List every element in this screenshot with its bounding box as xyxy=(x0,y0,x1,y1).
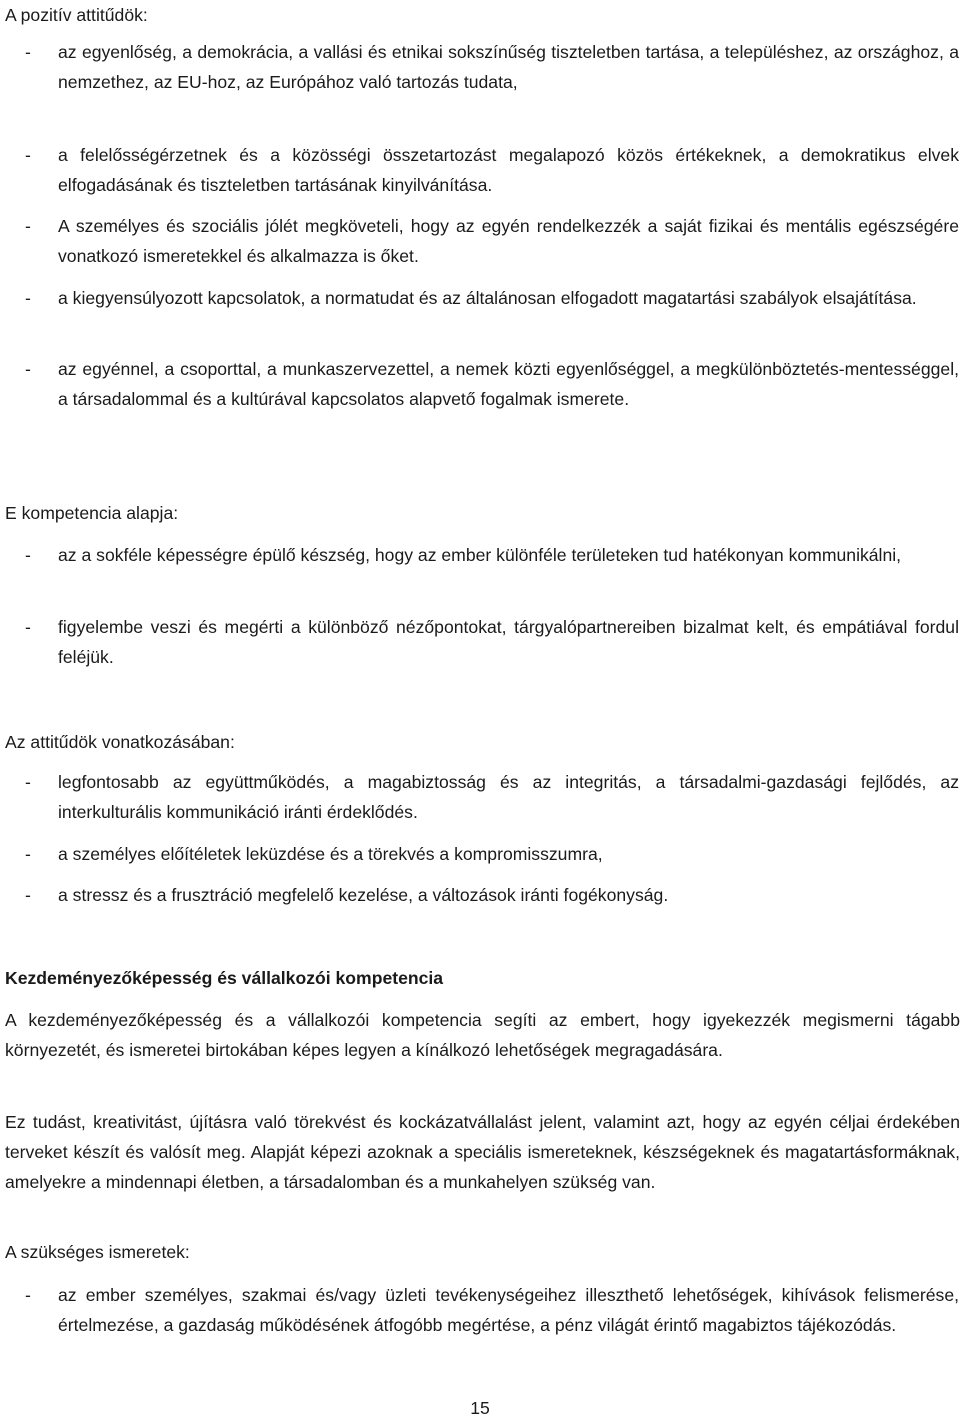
list-item: - figyelembe veszi és megérti a különböző nézőpontokat, tárgyalópartnereiben bizalmat kelt, és empátiával fordul feléjük. xyxy=(29,612,959,672)
section-title-entrepreneurship: Kezdeményezőképesség és vállalkozói kompetencia xyxy=(5,968,444,988)
paragraph: A kezdeményezőképesség és a vállalkozói kompetencia segíti az embert, hogy igyekezzék megismerni tágabb környezetét, és ismeretei birtokában képes legyen a kínálkozó lehetőségek megragadására. xyxy=(5,1010,960,1060)
list-item: - az ember személyes, szakmai és/vagy üzleti tevékenységeihez illeszthető lehetőségek, kihívások felismerése, értelmezése, a gazdaság működésének átfogóbb megértése, a pénz világát érintő magabiztos tájékozódás. xyxy=(29,1280,959,1340)
page-number: 15 xyxy=(470,1398,490,1418)
list-item: - a személyes előítéletek leküzdése és a törekvés a kompromisszumra, xyxy=(29,839,959,869)
list-item: - az egyénnel, a csoporttal, a munkaszervezettel, a nemek közti egyenlőséggel, a megkülönböztetés-mentességgel, a társadalommal és a kultúrával kapcsolatos alapvető fogalmak ismerete. xyxy=(29,354,959,414)
list-item: - A személyes és szociális jólét megköveteli, hogy az egyén rendelkezzék a saját fizikai és mentális egészségére vonatkozó ismeretekkel és alkalmazza is őket. xyxy=(29,211,959,271)
section-heading-attitudes: A pozitív attitűdök: xyxy=(5,5,148,25)
list-item: - az egyenlőség, a demokrácia, a vallási és etnikai sokszínűség tiszteletben tartása, a településhez, az országhoz, a nemzethez, az EU-hoz, az Európához való tartozás tudata, xyxy=(29,37,959,129)
list-item: - a kiegyensúlyozott kapcsolatok, a normatudat és az általánosan elfogadott magatartási szabályok elsajátítása. xyxy=(29,283,959,313)
section-heading-attitudes-relation: Az attitűdök vonatkozásában: xyxy=(5,732,235,752)
section-heading-basis: E kompetencia alapja: xyxy=(5,503,179,523)
list-item: - az a sokféle képességre épülő készség, hogy az ember különféle területeken tud hatékonyan kommunikálni, xyxy=(29,540,959,570)
section-heading-knowledge: A szükséges ismeretek: xyxy=(5,1242,190,1262)
list-item: - a stressz és a frusztráció megfelelő kezelése, a változások iránti fogékonyság. xyxy=(29,880,959,910)
list-item: - legfontosabb az együttműködés, a magabiztosság és az integritás, a társadalmi-gazdasági fejlődés, az interkulturális kommunikáció iránti érdeklődés. xyxy=(29,767,959,827)
paragraph: Ez tudást, kreativitást, újításra való törekvést és kockázatvállalást jelent, valamint azt, hogy az egyén céljai érdekében terveket készít és valósít meg. Alapját képezi azoknak a speciális ismereteknek, készségeknek és magatartásformáknak, amelyekre a mindennapi életben, a társadalomban és a munkahelyen szükség van. xyxy=(5,1112,960,1192)
list-item: - a felelősségérzetnek és a közösségi összetartozást megalapozó közös értékeknek, a demokratikus elvek elfogadásának és tiszteletben tartásának kinyilvánítása. xyxy=(29,140,959,200)
